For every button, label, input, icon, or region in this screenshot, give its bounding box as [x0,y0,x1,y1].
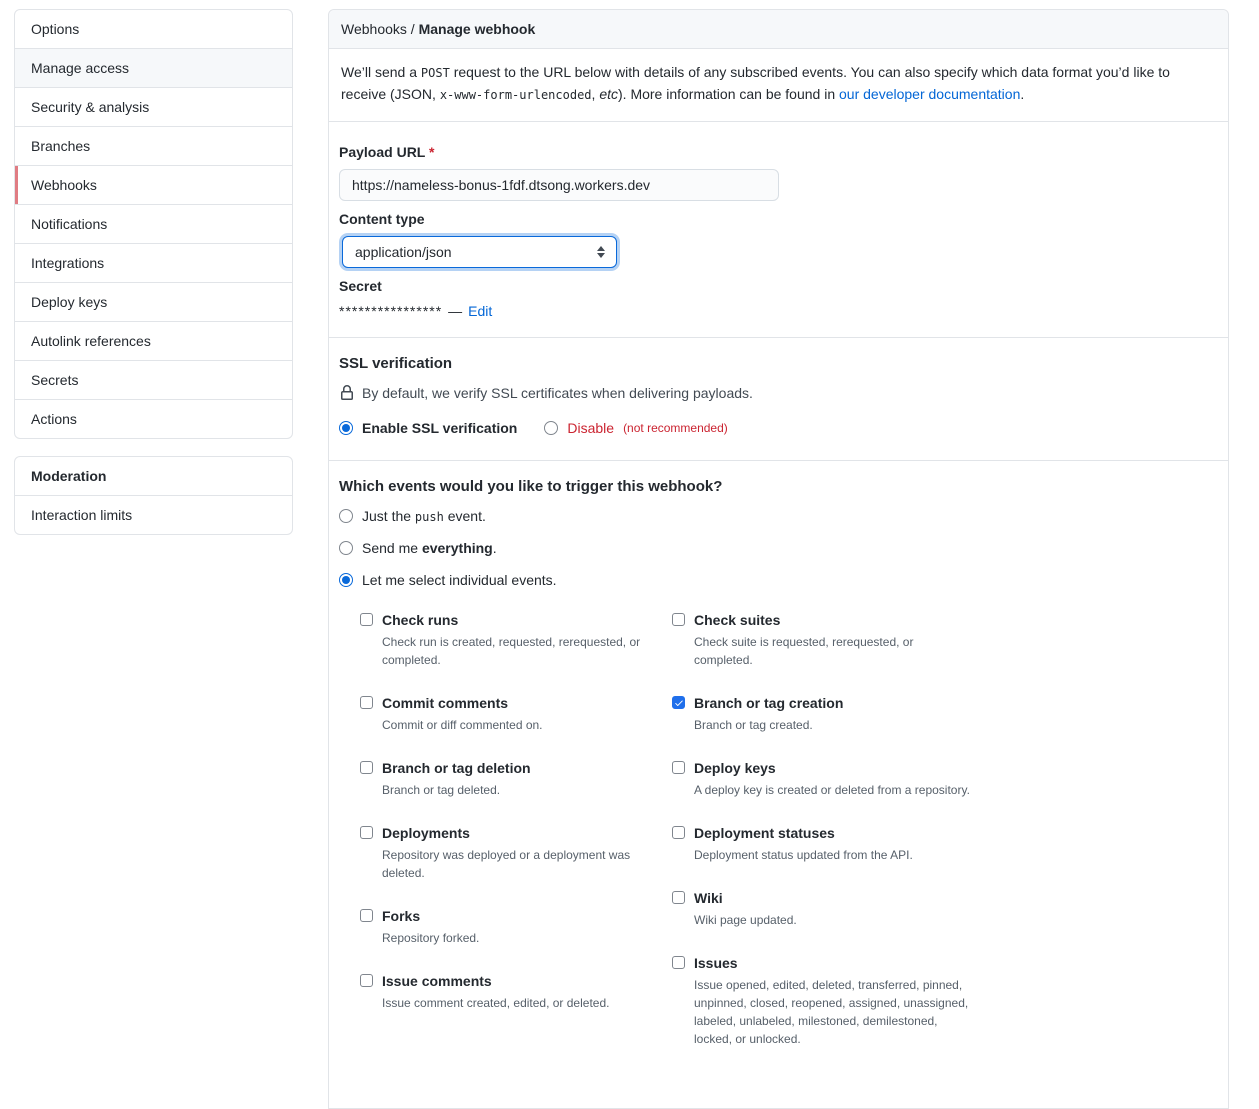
event-item-text [694,823,913,864]
event-item-forks [360,906,660,947]
ssl-disable-label: Disable [567,420,615,436]
event-description: Issue opened, edited, deleted, transferred, pinned, unpinned, closed, reopened, assigned, unassigned, labeled, unlabeled, milestoned, demilestoned, locked, or unlocked. [694,978,969,1046]
event-item-text [382,758,531,799]
push-code-text: push [414,510,444,524]
event-description: Check suite is requested, rerequested, or completed. [694,635,914,667]
ssl-enable-option[interactable] [339,420,517,436]
secret-separator: — [448,303,463,319]
settings-nav-group [14,9,293,439]
event-title: Deploy keys [694,760,776,776]
individual-events-radio[interactable] [339,573,353,587]
everything-bold-text: everything [421,540,493,556]
ssl-radio-group [339,420,1214,436]
event-item-text [382,823,660,882]
issue-comments-checkbox[interactable] [360,974,373,987]
event-item-branch-tag-deletion [360,758,660,799]
ssl-enable-label: Enable SSL verification [362,420,518,436]
event-item-check-runs [360,610,660,669]
event-item-deployment-statuses [672,823,972,864]
event-item-text [382,971,609,1012]
event-description: Branch or tag deleted. [382,783,501,797]
event-item-issues [672,953,972,1048]
event-item-text [694,693,843,734]
event-item-deployments [360,823,660,882]
commit-comments-checkbox[interactable] [360,696,373,709]
secret-masked-value: **************** [339,303,443,319]
event-item-text [382,610,660,669]
payload-url-label [339,144,1214,160]
everything-label [362,540,497,556]
branch-tag-creation-checkbox[interactable] [672,696,685,709]
deployments-checkbox[interactable] [360,826,373,839]
event-item-text [694,610,972,669]
sidebar-item-integrations[interactable]: Integrations [15,243,292,282]
content-type-selected-value: application/json [355,244,452,260]
deploy-keys-checkbox[interactable] [672,761,685,774]
ssl-section-title: SSL verification [339,355,453,372]
event-item-text [694,758,970,799]
payload-url-label-text: Payload URL [339,144,426,160]
event-description: Deployment status updated from the API. [694,848,913,862]
intro-text: request to the URL below with details of any subscribed events. You can also specify which data format you’d like to receive (JSON, [341,64,1170,102]
sidebar-item-secrets[interactable]: Secrets [15,360,292,399]
sidebar-item-interaction-limits[interactable]: Interaction limits [15,495,292,534]
label-text: event. [443,508,486,524]
breadcrumb-webhooks-link[interactable]: Webhooks [341,21,407,37]
developer-documentation-link[interactable]: our developer documentation [839,86,1021,102]
secret-edit-link[interactable]: Edit [468,303,493,319]
breadcrumb-separator: / [406,21,419,37]
check-suites-checkbox[interactable] [672,613,685,626]
manage-webhook-panel [328,9,1229,1109]
webhook-intro-text [329,49,1228,122]
wiki-checkbox[interactable] [672,891,685,904]
sidebar-item-autolink-references[interactable]: Autolink references [15,321,292,360]
event-item-text [694,888,797,929]
individual-events-label: Let me select individual events. [362,572,557,588]
sidebar-item-actions[interactable]: Actions [15,399,292,438]
required-asterisk: * [429,144,435,160]
event-description: Wiki page updated. [694,913,797,927]
event-checkbox-grid [360,610,1214,1072]
intro-etc: etc [599,86,618,102]
everything-radio[interactable] [339,541,353,555]
event-item-issue-comments [360,971,660,1012]
event-title: Issue comments [382,973,492,989]
event-item-wiki [672,888,972,929]
event-description: Repository forked. [382,931,480,945]
event-title: Check suites [694,612,781,628]
payload-url-input[interactable] [339,169,779,201]
ssl-disable-radio[interactable] [544,421,558,435]
events-option-everything[interactable] [339,540,1214,556]
ssl-note-text: By default, we verify SSL certificates when delivering payloads. [362,385,753,401]
event-title: Branch or tag deletion [382,760,531,776]
ssl-disable-note: (not recommended) [623,421,728,435]
event-item-commit-comments [360,693,660,734]
deployment-statuses-checkbox[interactable] [672,826,685,839]
sidebar-item-security-analysis[interactable]: Security & analysis [15,87,292,126]
event-item-check-suites [672,610,972,669]
event-title: Commit comments [382,695,509,711]
check-runs-checkbox[interactable] [360,613,373,626]
sidebar-item-notifications[interactable]: Notifications [15,204,292,243]
event-item-text [382,906,479,947]
checkmark-icon [674,698,684,708]
event-title: Branch or tag creation [694,695,844,711]
intro-text: , [591,86,600,102]
ssl-enable-radio[interactable] [339,421,353,435]
intro-text: . [1020,86,1025,102]
event-description: Issue comment created, edited, or deleted. [382,996,610,1010]
event-title: Check runs [382,612,459,628]
content-type-select[interactable] [342,236,617,268]
event-description: Branch or tag created. [694,718,813,732]
settings-sidebar [14,9,293,535]
branch-tag-deletion-checkbox[interactable] [360,761,373,774]
lock-icon [339,385,355,401]
secret-value-row [339,303,1214,319]
event-column-left [360,610,660,1072]
secret-field-group [339,278,1214,319]
event-description: A deploy key is created or deleted from a repository. [694,783,970,797]
event-item-branch-tag-creation [672,693,972,734]
sidebar-item-manage-access[interactable]: Manage access [15,48,292,87]
moderation-nav-group [14,456,293,535]
issues-checkbox[interactable] [672,956,685,969]
secret-label: Secret [339,278,382,294]
intro-text: ). More information can be found in [618,86,840,102]
event-title: Issues [694,955,738,971]
event-title: Deployment statuses [694,825,835,841]
ssl-verification-section [329,338,1228,461]
event-title: Deployments [382,825,470,841]
event-description: Commit or diff commented on. [382,718,543,732]
just-push-label [362,508,486,524]
label-text: . [492,540,497,556]
webhook-form-section [329,122,1228,338]
event-item-text [382,693,543,734]
event-title: Forks [382,908,421,924]
label-text: Just the [362,508,415,524]
ssl-disable-option[interactable] [544,420,727,436]
just-push-radio[interactable] [339,509,353,523]
forks-checkbox[interactable] [360,909,373,922]
event-title: Wiki [694,890,723,906]
event-item-deploy-keys [672,758,972,799]
select-updown-arrows-icon [596,245,606,259]
sidebar-item-webhooks[interactable]: Webhooks [15,165,292,204]
ssl-note [339,385,1214,401]
sidebar-item-branches[interactable]: Branches [15,126,292,165]
trigger-events-section [329,461,1228,1090]
event-item-text [694,953,972,1048]
breadcrumb [329,10,1228,49]
events-option-just-push[interactable] [339,508,1214,524]
label-text: Send me [362,540,422,556]
content-type-field-group [339,211,1214,268]
events-section-title: Which events would you like to trigger this webhook? [339,478,723,495]
payload-url-field-group [339,144,1214,201]
moderation-group-header: Moderation [31,468,107,484]
sidebar-item-options[interactable]: Options [31,21,80,37]
sidebar-item-deploy-keys[interactable]: Deploy keys [15,282,292,321]
event-column-right [672,610,972,1072]
intro-text: We’ll send a [341,64,421,80]
intro-code-urlencoded: x-www-form-urlencoded [439,88,592,102]
event-description: Check run is created, requested, rerequested, or completed. [382,635,641,667]
events-option-individual[interactable] [339,572,1214,588]
content-type-label: Content type [339,211,425,227]
event-description: Repository was deployed or a deployment was deleted. [382,848,631,880]
intro-code-post: POST [420,66,450,80]
breadcrumb-current: Manage webhook [418,21,536,37]
